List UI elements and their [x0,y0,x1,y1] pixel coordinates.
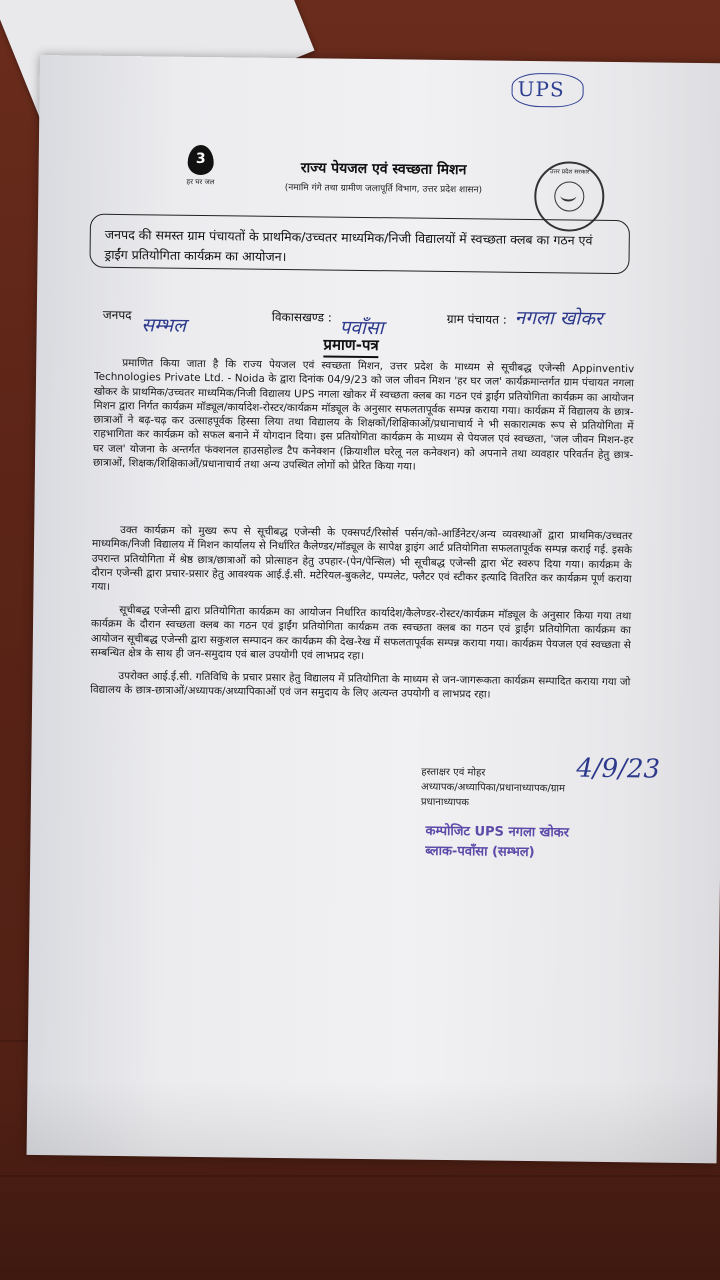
bottom-shadow [0,1080,720,1280]
annotation-circle [511,73,583,108]
district-field: जनपद सम्भल [102,307,187,337]
signature-designation: प्रधानाध्यापक [420,796,470,809]
block-field: विकासखण्ड : पवाँसा [271,309,384,340]
up-government-emblem-icon: उत्तर प्रदेश सरकार [534,161,605,232]
signature-caption: हस्ताक्षर एवं मोहर [421,766,486,779]
mission-subtitle: (नमामि गंगे तथा ग्रामीण जलापूर्ति विभाग, उत्तर प्रदेश शासन) [284,183,483,196]
certificate-heading: प्रमाण-पत्र [323,334,379,358]
mission-title: राज्य पेयजल एवं स्वच्छता मिशन [300,160,467,179]
subject-box: जनपद की समस्त ग्राम पंचायतों के प्राथमिक/उच्चतर माध्यमिक/निजी विद्यालयों में स्वच्छता क्लब का गठन एवं ड्राईंग प्रतियोगिता कार्यक्रम का आयोजन। [89,214,630,275]
water-drop-icon: 3 [188,145,214,175]
header-title-block [238,157,528,196]
handwritten-annotation: UPS [517,77,597,106]
district-handwritten-value: सम्भल [141,314,187,337]
stamp-block-name: ब्लाक-पवाँसा (सम्भल) [425,843,535,861]
paragraph-4: उपरोक्त आई.ई.सी. गतिविधि के प्रचार प्रसार हेतु विद्यालय में प्रतियोगिता के माध्यम से जन-जागरूकता कार्यक्रम सम्पादित कराया गया जो विद्यालय के छात्र-छात्राओं/अध्यापक/अध्यापिकाओं एवं जन समुदाय के लिए अत्यन्त उपयोगी व लाभप्रद रहा। [90,670,631,701]
paragraph-2: उक्त कार्यक्रम को मुख्य रूप से सूचीबद्ध एजेन्सी के एक्सपर्ट/रिसोर्स पर्सन/को-आर्डिनेटर/अन्य व्यवस्थाओं द्वारा प्राथमिक/उच्चतर माध्यमिक/निजी विद्यालय में मिशन कार्यालय से निर्धारित कैलेण्डर/मॉड्यूल के सापेक्ष ड्राइंग आर्ट प्रतियोगिता सफलतापूर्वक सम्पन्न कराई गई. इसके उपरान्त प्रतियोगिता में श्रेष्ठ छात्र/छात्राओं को प्रोत्साहन हेतु उपहार-(पेन/पेन्सिल) भी सूचीबद्ध एजेन्सी द्वारा भेंट स्वरुप दिया गया। कार्यक्रम के दौरान एजेन्सी द्वारा प्रचार-प्रसार हेतु आवश्यक आई.ई.सी. मटेरियल-बुकलेट, पम्पलेट, फ्लैटर एवं स्टीकर इत्यादि वितरित कर कार्यक्रम पूर्ण कराया गया। [91,524,633,594]
handwritten-signature-date: 4/9/23 [576,753,661,785]
block-handwritten-value: पवाँसा [339,316,384,340]
certificate-document [27,55,720,1163]
signature-role: अध्यापक/अध्यापिका/प्रधानाध्यापक/ग्राम [421,781,566,795]
har-ghar-jal-logo: 3 हर घर जल [178,145,223,216]
panchayat-handwritten-value: नगला खोकर [514,306,603,330]
paragraph-1: प्रमाणित किया जाता है कि राज्य पेयजल एवं स्वच्छता मिशन, उत्तर प्रदेश के माध्यम से सूचीबद्ध एजेन्सी Appinventiv Technologies Private Ltd. - Noida के द्वारा दिनांक 04/9/23 को जल जीवन मिशन 'हर घर जल' कार्यक्रमान्तर्गत ग्राम पंचायत नगला खोकर के प्राथमिक/उच्चतर माध्यमिक/निजी विद्यालय UPS नगला खोकर में स्वच्छता क्लब का गठन एवं ड्राईंग प्रतियोगिता कार्यक्रम का आयोजन मिशन द्वारा निर्गत कार्यक्रम मॉड्यूल/कार्यादेश-रोस्टर/कार्यक्रम मॉड्यूल के अनुसार सफलतापूर्वक सम्पन्न कराया गया। कार्यक्रम में विद्यालय के छात्र-छात्राओं ने बढ़-चढ़ कर उत्साहपूर्वक हिस्सा लिया तथा विद्यालय के शिक्षकों/शिक्षिकाओं/प्रधानाचार्य ने भी सकारात्मक रूप से प्रतियोगिता में राहभागिता कर कार्यक्रम को सफल बनाने में योगदान दिया। इस प्रतियोगिता कार्यक्रम के माध्यम से पेयजल एवं स्वच्छता, 'जल जीवन मिशन-हर घर जल' योजना के अन्तर्गत फंक्शनल हाउसहोल्ड टैप कनेक्शन (क्रियाशील घरेलू नल कनेक्शन) को अपनाने तथा व्यवहार परिवर्तन हेतु छात्र-छात्राओं, शिक्षक/शिक्षिकाओं/प्रधानाचार्य तथा अन्य उपस्थित लोगों को प्रेरित किया गया। [92,357,635,473]
school-stamp [425,822,655,865]
paragraph-3: सूचीबद्ध एजेन्सी द्वारा प्रतियोगिता कार्यक्रम का आयोजन निर्धारित कार्यादेश/कैलेण्डर-रोस्टर/कार्यक्रम मॉड्यूल के अनुसार किया गया तथा कार्यक्रम के दौरान स्वच्छता क्लब का गठन एवं ड्राईंग प्रतियोगिता कार्यक्रम तक स्वच्छता क्लब का गठन एवं ड्राईंग प्रतियोगिता कार्यक्रम का आयोजन सूचीबद्ध एजेन्सी द्वारा सकुशल सम्पादन कर कार्यक्रम की देख-रेख में सफलतापूर्वक सम्पन्न कराया गया। कार्यक्रम पेयजल एवं स्वच्छता से सम्बन्धित क्षेत्र के साथ ही जन-समुदाय एवं बाल उपयोगी एवं लाभप्रद रहा। [90,604,632,662]
stamp-school-name: कम्पोजिट UPS नगला खोकर [425,823,570,841]
panchayat-field: ग्राम पंचायत : नगला खोकर [446,306,603,330]
